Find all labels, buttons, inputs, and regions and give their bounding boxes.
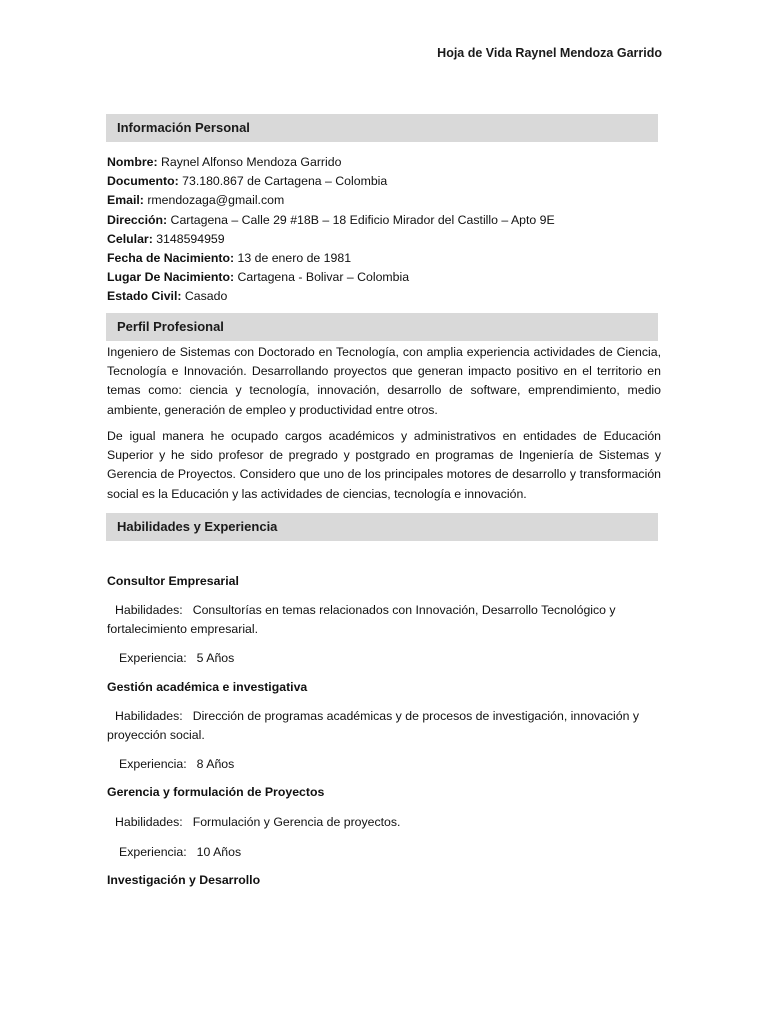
skills-label: Habilidades:	[115, 709, 183, 723]
info-label: Nombre:	[107, 155, 158, 169]
perfil-paragraph-1: Ingeniero de Sistemas con Doctorado en Tecnología, con amplia experiencia actividades de Ciencia, Tecnología e Innovación. Desarrollando proyectos que generan impacto positivo en el territorio en temas como: ciencia y tecnología, innovación, desarrollo de software, emprendimiento, medio ambiente, generación de empleo y productividad entre otros.	[107, 345, 661, 417]
skills-text: Consultorías en temas relacionados con Innovación, Desarrollo Tecnológico y fortalecimiento empresarial.	[107, 603, 616, 636]
perfil-paragraph-2: De igual manera he ocupado cargos académicos y administrativos en entidades de Educación Superior y he sido profesor de pregrado y postgrado en programas de Ingeniería de Sistemas y Gerencia de Proyectos. Considero que uno de los principales motores de desarrollo y transformación social es la Educación y las actividades de ciencias, tecnología e innovación.	[107, 429, 661, 501]
experience-label: Experiencia:	[119, 757, 187, 771]
experience-value: 5 Años	[196, 651, 235, 665]
section-bar-perfil	[106, 313, 658, 341]
section-title-perfil: Perfil Profesional	[117, 319, 224, 334]
section-title-habilidades: Habilidades y Experiencia	[117, 519, 278, 534]
info-row-direccion	[107, 211, 667, 230]
skills-text: Formulación y Gerencia de proyectos.	[192, 815, 401, 829]
info-label: Dirección:	[107, 212, 168, 227]
info-row-estado-civil	[107, 287, 667, 306]
info-value: Raynel Alfonso Mendoza Garrido	[157, 155, 342, 169]
job-experience-gerencia	[107, 843, 663, 862]
info-value: 13 de enero de 1981	[234, 250, 352, 265]
job-experience-consultor	[107, 649, 663, 668]
job-title-consultor: Consultor Empresarial	[107, 574, 239, 588]
job-skills-gestion	[107, 707, 663, 745]
section-bar-personal	[106, 114, 658, 142]
info-row-email	[107, 191, 667, 210]
info-label: Estado Civil:	[107, 289, 182, 304]
page-header: Hoja de Vida Raynel Mendoza Garrido	[437, 46, 662, 60]
info-row-fecha-nacimiento	[107, 249, 667, 268]
job-title-gerencia: Gerencia y formulación de Proyectos	[107, 785, 325, 799]
job-experience-gestion	[107, 755, 663, 774]
info-label: Fecha de Nacimiento:	[107, 250, 235, 265]
info-row-nombre	[107, 153, 667, 172]
section-bar-habilidades	[106, 513, 658, 541]
skills-text: Dirección de programas académicas y de procesos de investigación, innovación y proyección social.	[107, 709, 640, 742]
info-value: 73.180.867 de Cartagena – Colombia	[178, 174, 388, 189]
info-value: 3148594959	[152, 231, 225, 246]
info-row-documento	[107, 172, 667, 191]
info-row-lugar-nacimiento	[107, 268, 667, 287]
experience-label: Experiencia:	[119, 651, 187, 665]
info-value: Cartagena – Calle 29 #18B – 18 Edificio Mirador del Castillo – Apto 9E	[167, 212, 555, 227]
experience-value: 8 Años	[196, 757, 235, 771]
job-skills-consultor	[107, 601, 663, 639]
info-value: Casado	[181, 289, 228, 304]
experience-value: 10 Años	[196, 845, 242, 859]
info-row-celular	[107, 230, 667, 249]
info-label: Lugar De Nacimiento:	[107, 270, 235, 285]
info-label: Email:	[107, 193, 144, 208]
job-title-gestion: Gestión académica e investigativa	[107, 680, 308, 694]
skills-label: Habilidades:	[115, 603, 183, 617]
info-label: Celular:	[107, 231, 153, 246]
job-skills-gerencia	[107, 813, 663, 832]
job-title-investigacion: Investigación y Desarrollo	[107, 873, 261, 887]
personal-info-list	[107, 153, 667, 307]
skills-label: Habilidades:	[115, 815, 183, 829]
info-label: Documento:	[107, 174, 179, 189]
info-value: rmendozaga@gmail.com	[143, 193, 285, 208]
experience-label: Experiencia:	[119, 845, 187, 859]
section-title-personal: Información Personal	[117, 120, 250, 135]
info-value: Cartagena - Bolivar – Colombia	[234, 270, 410, 285]
